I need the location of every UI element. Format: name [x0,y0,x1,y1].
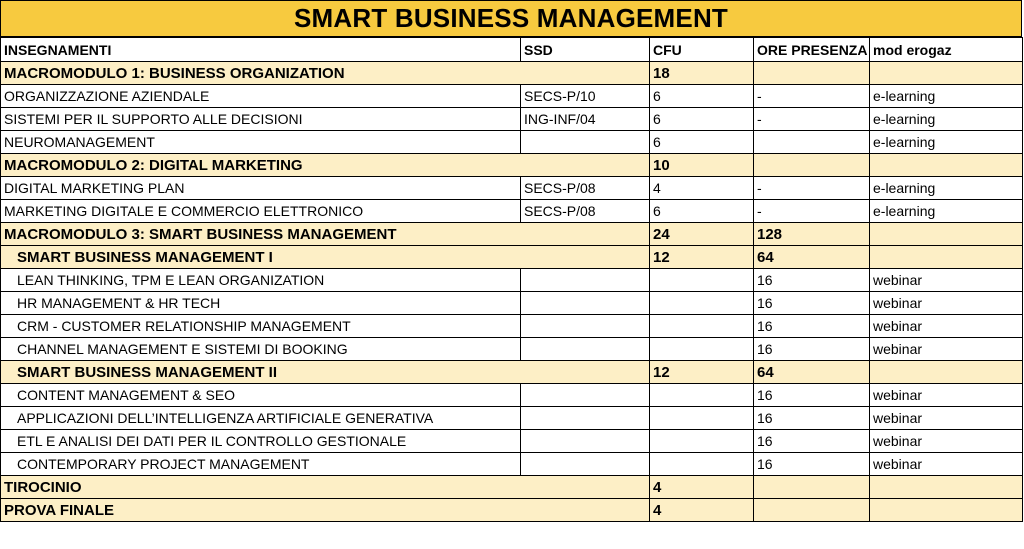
cell-ssd [521,338,650,361]
course-row [1,177,1023,200]
cell-ssd [521,476,650,499]
cell-ore-presenza [754,476,870,499]
macromodule-row [1,476,1023,499]
cell-ore-presenza [754,154,870,177]
cell-ssd: SECS-P/10 [521,85,650,108]
cell-insegnamento: DIGITAL MARKETING PLAN [1,177,521,200]
cell-insegnamento: MACROMODULO 3: SMART BUSINESS MANAGEMENT [1,223,521,246]
cell-ssd [521,62,650,85]
cell-ore-presenza [754,499,870,522]
macromodule-row [1,62,1023,85]
course-row [1,430,1023,453]
cell-insegnamento: MACROMODULO 1: BUSINESS ORGANIZATION [1,62,521,85]
cell-mod-erogaz: webinar [870,384,1023,407]
cell-mod-erogaz: webinar [870,292,1023,315]
cell-cfu: 18 [650,62,754,85]
cell-mod-erogaz: e-learning [870,131,1023,154]
macromodule-row [1,499,1023,522]
header-row [1,38,1023,62]
cell-insegnamento: MACROMODULO 2: DIGITAL MARKETING [1,154,521,177]
cell-ssd [521,292,650,315]
cell-ssd [521,499,650,522]
cell-ore-presenza [754,131,870,154]
cell-mod-erogaz: webinar [870,269,1023,292]
cell-insegnamento: SMART BUSINESS MANAGEMENT II [1,361,521,384]
cell-ssd [521,407,650,430]
cell-ore-presenza: 16 [754,292,870,315]
submodule-row [1,246,1023,269]
cell-ore-presenza: 16 [754,407,870,430]
cell-mod-erogaz: webinar [870,407,1023,430]
cell-insegnamento: CONTEMPORARY PROJECT MANAGEMENT [1,453,521,476]
cell-cfu [650,315,754,338]
cell-ssd [521,384,650,407]
cell-mod-erogaz [870,62,1023,85]
course-row [1,85,1023,108]
cell-cfu: 4 [650,499,754,522]
cell-ssd [521,269,650,292]
cell-ore-presenza: 64 [754,361,870,384]
course-row [1,384,1023,407]
cell-ssd [521,430,650,453]
cell-cfu: 4 [650,177,754,200]
cell-mod-erogaz: webinar [870,338,1023,361]
cell-cfu: 10 [650,154,754,177]
cell-ssd: SECS-P/08 [521,177,650,200]
cell-cfu: 12 [650,246,754,269]
cell-mod-erogaz [870,476,1023,499]
cell-ore-presenza: - [754,108,870,131]
cell-insegnamento: TIROCINIO [1,476,521,499]
page-title: SMART BUSINESS MANAGEMENT [0,0,1022,37]
course-row [1,315,1023,338]
course-row [1,108,1023,131]
cell-insegnamento: PROVA FINALE [1,499,521,522]
cell-insegnamento: HR MANAGEMENT & HR TECH [1,292,521,315]
curriculum-table [0,37,1023,522]
cell-insegnamento: CHANNEL MANAGEMENT E SISTEMI DI BOOKING [1,338,521,361]
cell-ore-presenza: 16 [754,269,870,292]
cell-ssd [521,315,650,338]
cell-ore-presenza: 16 [754,430,870,453]
course-row [1,269,1023,292]
column-header-ore-presenza: ORE PRESENZA [754,38,870,62]
course-row [1,292,1023,315]
cell-mod-erogaz: webinar [870,430,1023,453]
course-row [1,407,1023,430]
cell-mod-erogaz: webinar [870,453,1023,476]
cell-cfu: 4 [650,476,754,499]
macromodule-row [1,223,1023,246]
cell-ssd [521,223,650,246]
cell-ssd: SECS-P/08 [521,200,650,223]
cell-ore-presenza: 128 [754,223,870,246]
cell-mod-erogaz [870,154,1023,177]
cell-mod-erogaz [870,223,1023,246]
column-header-cfu: CFU [650,38,754,62]
cell-ore-presenza: 64 [754,246,870,269]
cell-ore-presenza: - [754,200,870,223]
cell-mod-erogaz [870,499,1023,522]
cell-ore-presenza: 16 [754,315,870,338]
cell-mod-erogaz: webinar [870,315,1023,338]
cell-ore-presenza [754,62,870,85]
cell-mod-erogaz: e-learning [870,108,1023,131]
cell-cfu: 6 [650,85,754,108]
cell-cfu: 6 [650,200,754,223]
cell-ssd [521,246,650,269]
column-header-mod-erogaz: mod erogaz [870,38,1023,62]
course-row [1,338,1023,361]
course-row [1,453,1023,476]
cell-cfu [650,384,754,407]
cell-ore-presenza: - [754,177,870,200]
cell-cfu: 12 [650,361,754,384]
cell-cfu [650,338,754,361]
cell-ore-presenza: 16 [754,453,870,476]
cell-mod-erogaz: e-learning [870,85,1023,108]
cell-mod-erogaz: e-learning [870,177,1023,200]
column-header-insegnamenti: INSEGNAMENTI [1,38,521,62]
cell-ssd [521,154,650,177]
cell-insegnamento: ORGANIZZAZIONE AZIENDALE [1,85,521,108]
cell-ssd [521,131,650,154]
cell-mod-erogaz [870,361,1023,384]
cell-cfu [650,453,754,476]
cell-ssd [521,361,650,384]
macromodule-row [1,154,1023,177]
cell-insegnamento: SISTEMI PER IL SUPPORTO ALLE DECISIONI [1,108,521,131]
cell-ssd: ING-INF/04 [521,108,650,131]
cell-insegnamento: MARKETING DIGITALE E COMMERCIO ELETTRONICO [1,200,521,223]
course-row [1,200,1023,223]
cell-insegnamento: CRM - CUSTOMER RELATIONSHIP MANAGEMENT [1,315,521,338]
cell-cfu [650,269,754,292]
cell-ssd [521,453,650,476]
cell-cfu: 24 [650,223,754,246]
cell-ore-presenza: 16 [754,338,870,361]
cell-insegnamento: LEAN THINKING, TPM E LEAN ORGANIZATION [1,269,521,292]
course-row [1,131,1023,154]
column-header-ssd: SSD [521,38,650,62]
cell-cfu [650,430,754,453]
cell-insegnamento: CONTENT MANAGEMENT & SEO [1,384,521,407]
cell-ore-presenza: - [754,85,870,108]
cell-mod-erogaz [870,246,1023,269]
cell-ore-presenza: 16 [754,384,870,407]
submodule-row [1,361,1023,384]
cell-insegnamento: SMART BUSINESS MANAGEMENT I [1,246,521,269]
cell-mod-erogaz: e-learning [870,200,1023,223]
cell-insegnamento: ETL E ANALISI DEI DATI PER IL CONTROLLO GESTIONALE [1,430,521,453]
cell-insegnamento: APPLICAZIONI DELL’INTELLIGENZA ARTIFICIALE GENERATIVA [1,407,521,430]
cell-cfu [650,292,754,315]
cell-cfu: 6 [650,108,754,131]
cell-cfu [650,407,754,430]
cell-cfu: 6 [650,131,754,154]
cell-insegnamento: NEUROMANAGEMENT [1,131,521,154]
